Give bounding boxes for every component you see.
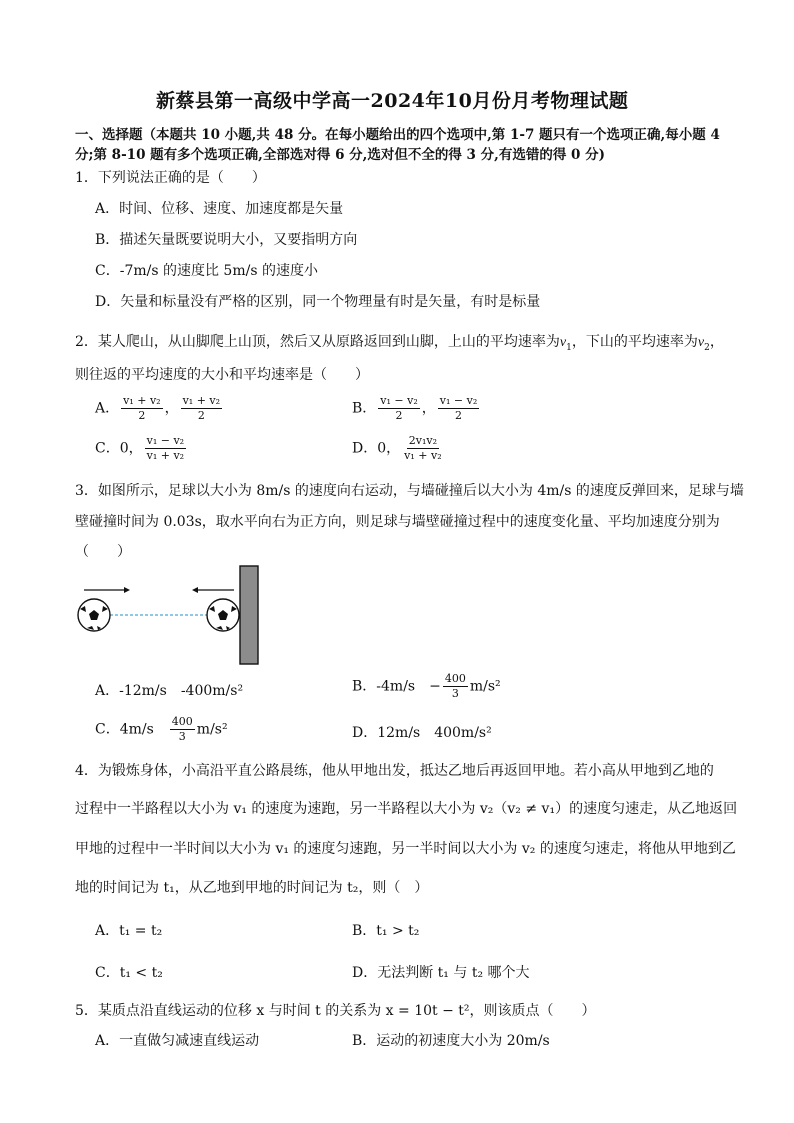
question-1-option-b: B．描述矢量既要说明大小，又要指明方向 <box>95 232 358 248</box>
question-2-option-b: B． $\frac{\text{v₁ − v₂}}{2}$ ， $\frac{\text{v₁ − v₂}}{2}$ <box>352 394 478 422</box>
question-3-option-c: C．4m/s $\frac{400}{3}$ m/s² <box>95 715 228 743</box>
question-2-text-a: 2．某人爬山，从山脚爬上山顶，然后又从原路返回到山脚，上山的平均速率为 <box>75 334 560 350</box>
question-4-line3: 甲地的过程中一半时间以大小为 v₁ 的速度匀速跑，另一半时间以大小为 v₂ 的速度匀速走，将他从甲地到乙 <box>75 841 736 857</box>
page-title: 新蔡县第一高级中学高一2024年10月份月考物理试题 <box>156 90 629 112</box>
question-2-line1: 2．某人爬山，从山脚爬上山顶，然后又从原路返回到山脚，上山的平均速率为$v_1$，下山的平均速率为$v_2$， <box>75 334 724 353</box>
question-5-stem: 5．某质点沿直线运动的位移 x 与时间 t 的关系为 x = 10t − t²，则该质点（ ） <box>75 1003 596 1019</box>
question-4-line2: 过程中一半路程以大小为 v₁ 的速度为速跑，另一半路程以大小为 v₂（v₂ ≠ v₁）的速度匀速走，从乙地返回 <box>75 801 738 817</box>
question-1-option-d: D．矢量和标量没有严格的区别，同一个物理量有时是矢量，有时是标量 <box>95 294 541 310</box>
question-3-line1: 3．如图所示，足球以大小为 8m/s 的速度向右运动，与墙碰撞后以大小为 4m/s 的速度反弹回来，足球与墙 <box>75 483 744 499</box>
question-3-line3: （ ） <box>75 544 131 560</box>
fraction-400-3: $\frac{400}{3}$ <box>444 672 466 700</box>
question-3-option-b: B．-4m/s − $\frac{400}{3}$ m/s² <box>352 672 501 700</box>
question-5-option-a: A．一直做匀减速直线运动 <box>95 1033 260 1049</box>
fraction-b1: $\frac{\text{v₁ − v₂}}{2}$ <box>380 394 418 422</box>
question-2-line2: 则往返的平均速度的大小和平均速率是（ ） <box>75 367 369 383</box>
question-5-option-b: B．运动的初速度大小为 20m/s <box>352 1033 550 1049</box>
question-1-stem: 1．下列说法正确的是（ ） <box>75 170 266 186</box>
wall <box>240 566 258 664</box>
fraction-c: $\frac{\text{v₁ − v₂}}{\text{v₁ + v₂}}$ <box>146 434 185 462</box>
question-4-option-b: B．t₁ > t₂ <box>352 923 420 939</box>
fraction-b2: $\frac{\text{v₁ − v₂}}{2}$ <box>439 394 478 422</box>
section-instructions-line2: 分;第 8-10 题有多个选项正确,全部选对得 6 分,选对但不全的得 3 分,有选错的得 0 分) <box>75 147 606 163</box>
question-4-option-c: C．t₁ < t₂ <box>95 965 163 981</box>
arrow-right-icon <box>84 587 130 593</box>
question-4-option-a: A．t₁ = t₂ <box>95 923 163 939</box>
question-2-text-b: ，下山的平均速率为 <box>571 334 698 350</box>
question-1-option-c: C．-7m/s 的速度比 5m/s 的速度小 <box>95 263 318 279</box>
fraction-d: $\frac{\text{2v₁v₂}}{\text{v₁ + v₂}}$ <box>404 434 442 462</box>
question-3-option-d: D．12m/s 400m/s² <box>352 725 492 741</box>
question-1-option-a: A．时间、位移、速度、加速度都是矢量 <box>95 201 344 217</box>
question-2-text-c: ， <box>709 334 724 350</box>
question-3-option-a: A．-12m/s -400m/s² <box>95 683 244 699</box>
question-2-option-c: C．0， $\frac{\text{v₁ − v₂}}{\text{v₁ + v₂}}$ <box>95 434 185 462</box>
question-2-option-d: D．0， $\frac{\text{2v₁v₂}}{\text{v₁ + v₂}}$ <box>352 434 442 462</box>
arrow-left-icon <box>192 587 234 593</box>
section-instructions-line1: 一、选择题（本题共 10 小题,共 48 分。在每小题给出的四个选项中,第 1-7 题只有一个选项正确,每小题 4 <box>75 127 720 143</box>
question-4-option-d: D．无法判断 t₁ 与 t₂ 哪个大 <box>352 965 530 981</box>
question-2-option-a: A． $\frac{\text{v₁ + v₂}}{2}$ ， $\frac{\text{v₁ + v₂}}{2}$ <box>95 394 221 422</box>
football-wall-figure <box>72 562 272 672</box>
fraction-a2: $\frac{\text{v₁ + v₂}}{2}$ <box>182 394 221 422</box>
question-3-line2: 壁碰撞时间为 0.03s，取水平向右为正方向，则足球与墙壁碰撞过程中的速度变化量、平均加速度分别为 <box>75 514 720 530</box>
football-icon <box>78 599 110 631</box>
fraction-400-3: $\frac{400}{3}$ <box>171 715 193 743</box>
question-4-line1: 4．为锻炼身体，小高沿平直公路晨练，他从甲地出发，抵达乙地后再返回甲地。若小高从甲地到乙地的 <box>75 763 714 779</box>
fraction-a1: $\frac{\text{v₁ + v₂}}{2}$ <box>123 394 161 422</box>
football-icon <box>207 599 239 631</box>
question-4-line4: 地的时间记为 t₁，从乙地到甲地的时间记为 t₂，则（ ） <box>75 880 429 896</box>
